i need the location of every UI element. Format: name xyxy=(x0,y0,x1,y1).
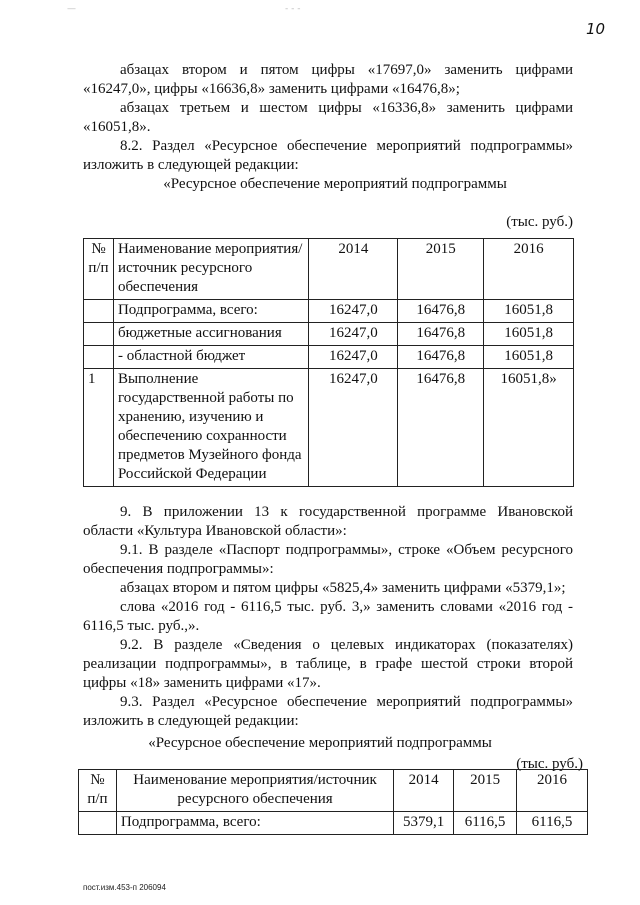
paragraph-line: реализации подпрограммы», в таблице, в графе шестой строки второй xyxy=(83,656,573,672)
cell-2015: 16476,8 xyxy=(398,323,484,346)
paragraph-line: 9.2. В разделе «Сведения о целевых индикаторах (показателях) xyxy=(120,637,573,653)
cell-2016: 16051,8 xyxy=(484,300,574,323)
cell-2015: 16476,8 xyxy=(398,300,484,323)
cell-num xyxy=(84,300,114,323)
paragraph-line: «16051,8». xyxy=(83,119,151,135)
paragraph-line: 9.1. В разделе «Паспорт подпрограммы», строке «Объем ресурсного xyxy=(120,542,573,558)
paragraph-line: 9.3. Раздел «Ресурсное обеспечение мероприятий подпрограммы» xyxy=(120,694,573,710)
paragraph-line: изложить в следующей редакции: xyxy=(83,157,299,173)
table-header-row xyxy=(84,239,574,300)
table-row xyxy=(79,812,588,835)
paragraph-line: «16247,0», цифры «16636,8» заменить цифрами «16476,8»; xyxy=(83,81,460,97)
table-row xyxy=(84,369,574,487)
paragraph-line: изложить в следующей редакции: xyxy=(83,713,299,729)
resource-table-2 xyxy=(78,769,588,835)
header-2016: 2016 xyxy=(517,770,588,812)
unit-label: (тыс. руб.) xyxy=(506,214,573,230)
header-name: Наименование мероприятия/источник ресурсного обеспечения xyxy=(116,770,393,812)
cell-name: - областной бюджет xyxy=(113,346,309,369)
section-heading: «Ресурсное обеспечение мероприятий подпрограммы xyxy=(148,735,492,751)
scan-mark-center: - - - xyxy=(285,4,301,14)
cell-2016: 16051,8 xyxy=(484,323,574,346)
cell-2016: 16051,8 xyxy=(484,346,574,369)
cell-2016: 16051,8» xyxy=(484,369,574,487)
document-footer: пост.изм.453-п 206094 xyxy=(83,883,166,892)
cell-2014: 5379,1 xyxy=(394,812,454,835)
paragraph-line: обеспечения подпрограммы»: xyxy=(83,561,274,577)
cell-num xyxy=(84,323,114,346)
cell-2014: 16247,0 xyxy=(309,323,398,346)
header-2016: 2016 xyxy=(484,239,574,300)
header-num: № п/п xyxy=(84,239,114,300)
table-row xyxy=(84,300,574,323)
cell-name: бюджетные ассигнования xyxy=(113,323,309,346)
paragraph-line: слова «2016 год - 6116,5 тыс. руб. 3,» заменить словами «2016 год - xyxy=(120,599,573,615)
cell-num: 1 xyxy=(84,369,114,487)
paragraph-line: 6116,5 тыс. руб.,». xyxy=(83,618,200,634)
resource-table-1 xyxy=(83,238,574,487)
unit-label: (тыс. руб.) xyxy=(516,756,583,772)
cell-num xyxy=(84,346,114,369)
header-2015: 2015 xyxy=(454,770,517,812)
cell-name: Подпрограмма, всего: xyxy=(116,812,393,835)
cell-2015: 6116,5 xyxy=(454,812,517,835)
cell-2015: 16476,8 xyxy=(398,369,484,487)
paragraph-line: 8.2. Раздел «Ресурсное обеспечение мероприятий подпрограммы» xyxy=(120,138,573,154)
paragraph-line: области «Культура Ивановской области»: xyxy=(83,523,347,539)
header-2014: 2014 xyxy=(309,239,398,300)
paragraph-line: 9. В приложении 13 к государственной программе Ивановской xyxy=(120,504,573,520)
paragraph-line: абзацах третьем и шестом цифры «16336,8» заменить цифрами xyxy=(120,100,573,116)
header-2015: 2015 xyxy=(398,239,484,300)
page-number: 10 xyxy=(586,20,606,38)
table-row xyxy=(84,346,574,369)
table-header-row xyxy=(79,770,588,812)
cell-name: Подпрограмма, всего: xyxy=(113,300,309,323)
cell-num xyxy=(79,812,117,835)
cell-2014: 16247,0 xyxy=(309,300,398,323)
cell-2014: 16247,0 xyxy=(309,369,398,487)
paragraph-line: цифры «18» заменить цифрами «17». xyxy=(83,675,321,691)
scan-mark-left: — xyxy=(67,4,76,14)
header-num: № п/п xyxy=(79,770,117,812)
header-2014: 2014 xyxy=(394,770,454,812)
paragraph-line: абзацах втором и пятом цифры «17697,0» заменить цифрами xyxy=(120,62,573,78)
cell-name: Выполнение государственной работы по хранению, изучению и обеспечению сохранности предметов Музейного фонда Российской Федерации xyxy=(113,369,309,487)
cell-2016: 6116,5 xyxy=(517,812,588,835)
header-name: Наименование мероприятия/источник ресурсного обеспечения xyxy=(113,239,309,300)
table-row xyxy=(84,323,574,346)
cell-2015: 16476,8 xyxy=(398,346,484,369)
section-heading: «Ресурсное обеспечение мероприятий подпрограммы xyxy=(163,176,507,192)
paragraph-line: абзацах втором и пятом цифры «5825,4» заменить цифрами «5379,1»; xyxy=(120,580,566,596)
cell-2014: 16247,0 xyxy=(309,346,398,369)
